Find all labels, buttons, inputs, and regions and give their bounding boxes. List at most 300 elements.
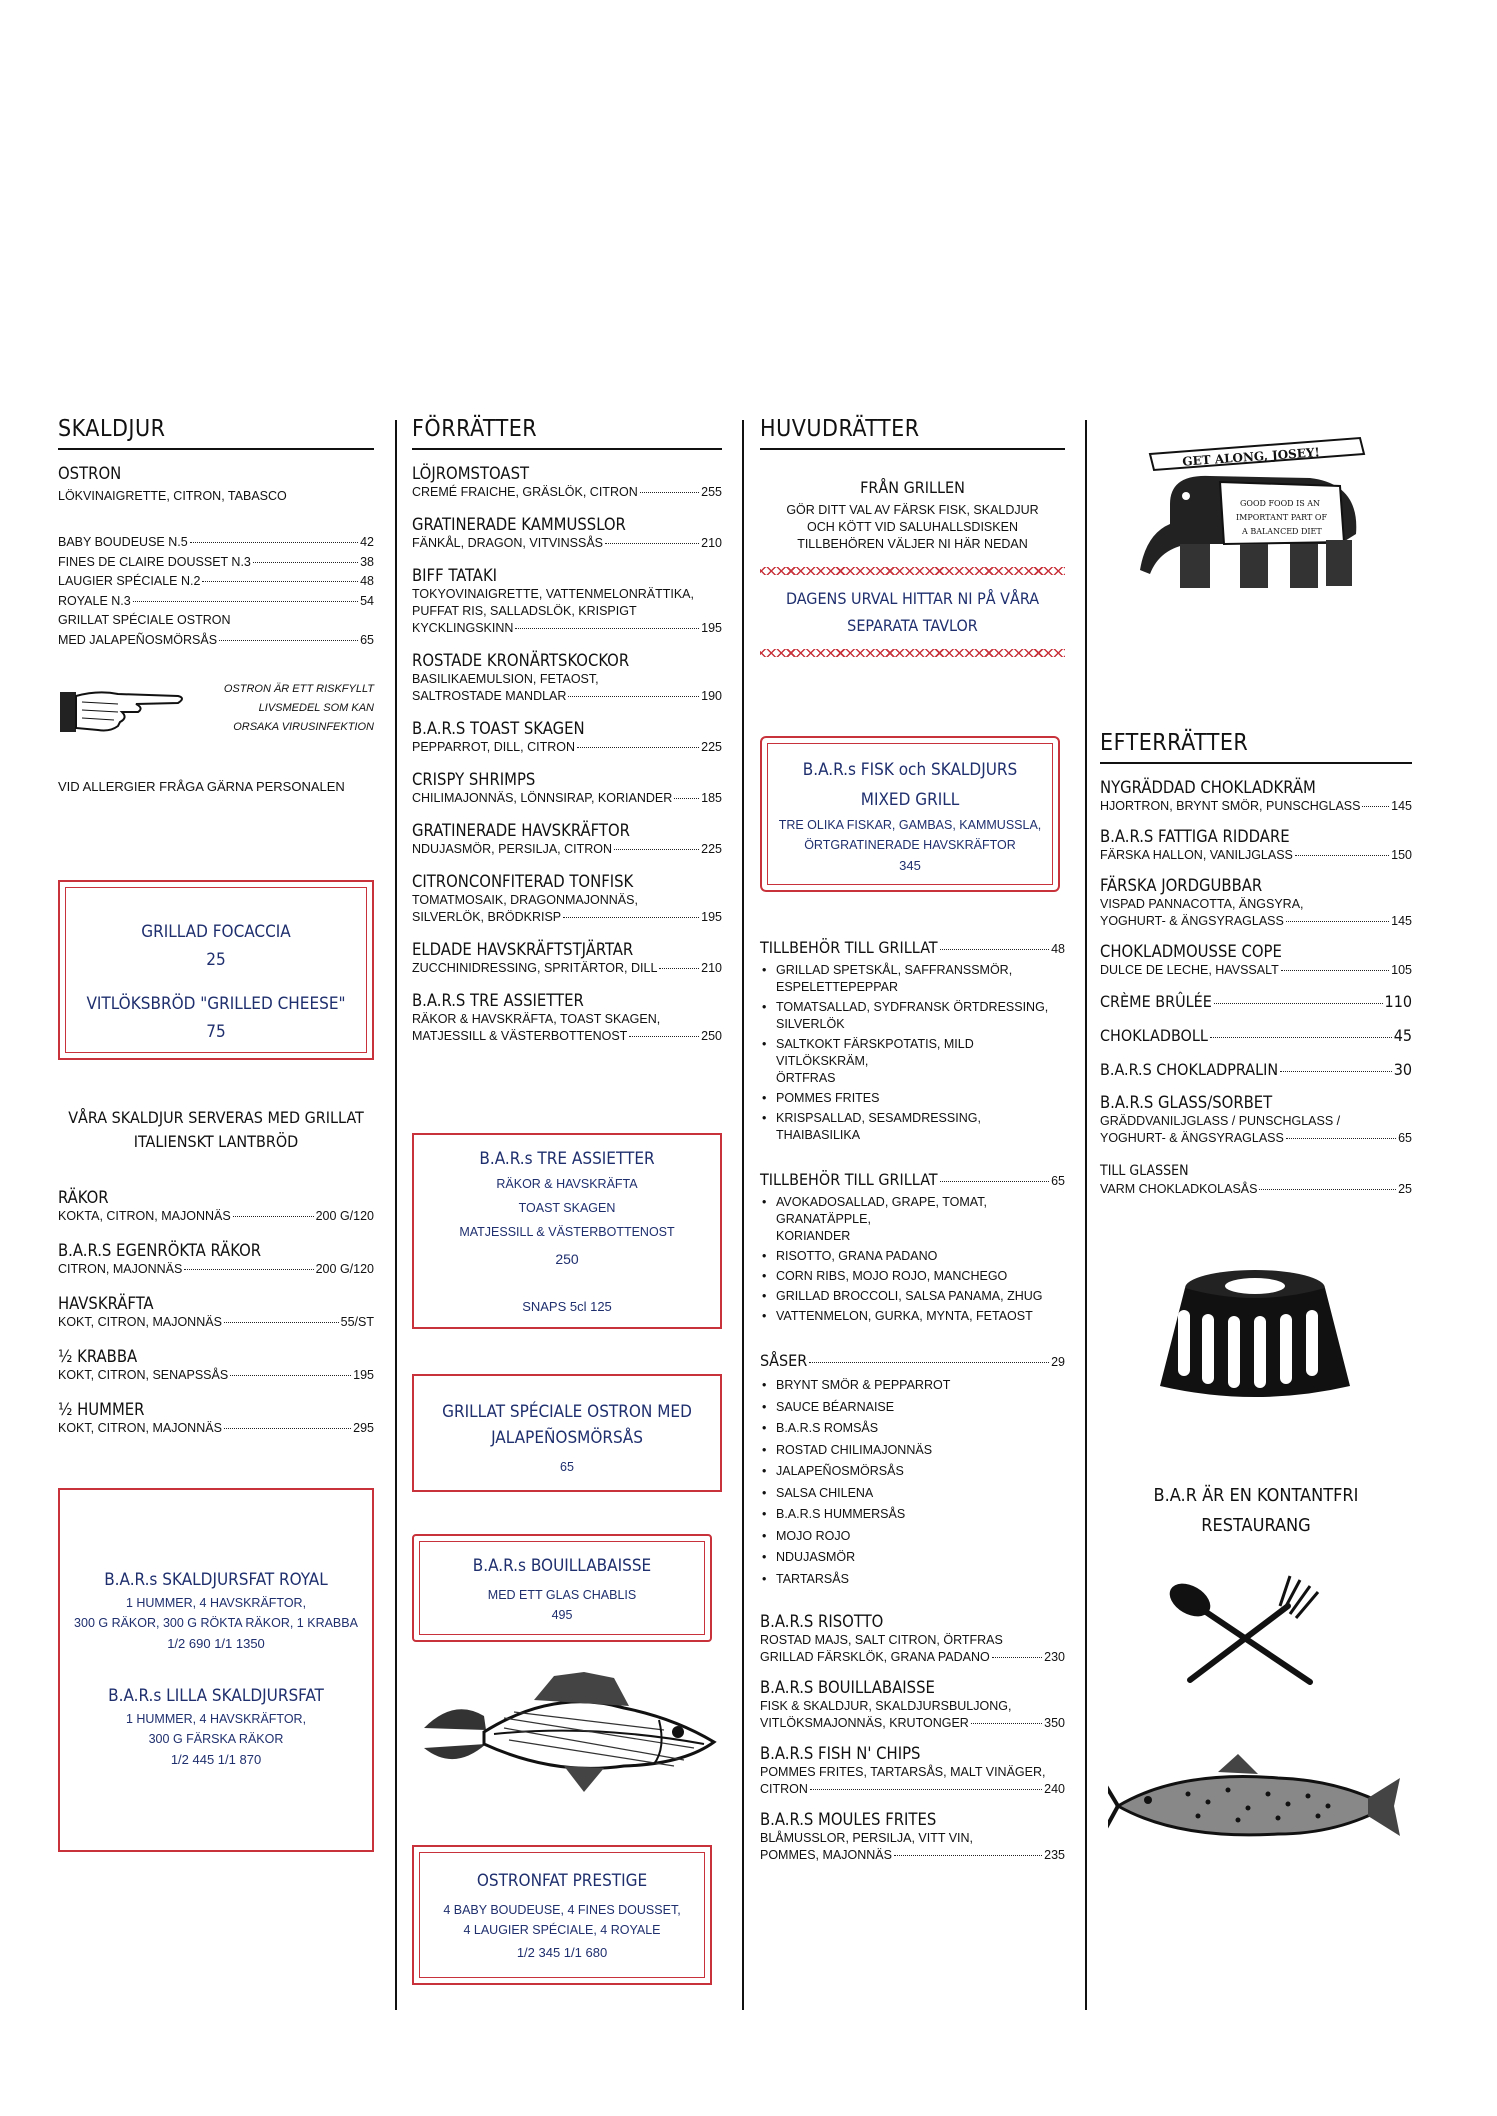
side-item-line: ESPELETTEPEPPAR xyxy=(776,980,899,994)
item-name: CHOKLADMOUSSE COPE xyxy=(1100,942,1282,961)
blanket-text: IMPORTANT PART OF xyxy=(1236,513,1328,522)
side-item xyxy=(760,1110,1065,1144)
price-row xyxy=(58,1314,374,1331)
tre-assietter-box xyxy=(412,1133,722,1329)
wavy-divider xyxy=(760,567,1065,575)
item-desc: CITRON, MAJONNÄS xyxy=(58,1262,183,1276)
cash-line: B.A.R ÄR EN KONTANTFRI xyxy=(1153,1485,1359,1506)
saser-title: SÅSER xyxy=(760,1351,808,1370)
prestige-line: 4 LAUGIER SPÉCIALE, 4 ROYALE xyxy=(463,1923,661,1937)
price-row xyxy=(1100,1025,1412,1047)
lilla-desc: 300 G FÄRSKA RÄKOR xyxy=(148,1732,284,1746)
item-desc: KOKT, CITRON, MAJONNÄS xyxy=(58,1315,222,1329)
price-row xyxy=(760,1715,1065,1732)
menu-item xyxy=(412,566,722,637)
item-price: 240 xyxy=(1044,1782,1065,1796)
jelly-mold-illustration xyxy=(1140,1258,1370,1408)
item-desc: KOKTA, CITRON, MAJONNÄS xyxy=(58,1209,231,1223)
focaccia-price: 25 xyxy=(206,950,226,970)
item-desc: LÖKVINAIGRETTE, CITRON, TABASCO xyxy=(58,489,287,503)
menu-item xyxy=(760,1678,1065,1732)
menu-item xyxy=(58,1400,374,1437)
spoon-fork-illustration xyxy=(1160,1570,1340,1690)
side-item xyxy=(760,999,1065,1033)
item-desc: MATJESSILL & VÄSTERBOTTENOST xyxy=(412,1029,628,1043)
side-item-line: KORIANDER xyxy=(776,1229,851,1243)
item-price: 230 xyxy=(1044,1650,1065,1664)
item-name: LÖJROMSTOAST xyxy=(412,464,530,483)
item-name: CITRONCONFITERAD TONFISK xyxy=(412,872,634,891)
side-item xyxy=(760,1036,1065,1087)
item-desc: HJORTRON, BRYNT SMÖR, PUNSCHGLASS xyxy=(1100,799,1361,813)
menu-item xyxy=(412,770,722,807)
item-desc: TOKYOVINAIGRETTE, VATTENMELONRÄTTIKA, xyxy=(412,587,694,601)
section-title: FÖRRÄTTER xyxy=(412,416,722,450)
price-row xyxy=(412,688,722,705)
price-row xyxy=(58,592,374,612)
skaldjur-column xyxy=(58,416,374,795)
item-price: 225 xyxy=(701,740,722,754)
item-desc: B.A.R.S CHOKLADPRALIN xyxy=(1100,1060,1279,1079)
item-desc: SALTROSTADE MANDLAR xyxy=(412,689,567,703)
item-desc: MED JALAPEÑOSMÖRSÅS xyxy=(58,632,218,647)
ostronfat-prestige-box xyxy=(412,1845,712,1985)
item-price: 195 xyxy=(353,1368,374,1382)
vitloksbrod-label: VITLÖKSBRÖD "GRILLED CHEESE" xyxy=(86,994,346,1014)
item-price: 350 xyxy=(1044,1716,1065,1730)
item-price: 65 xyxy=(360,632,374,647)
item-name: B.A.R.S EGENRÖKTA RÄKOR xyxy=(58,1241,262,1260)
sauce-item: • SALSA CHILENA xyxy=(760,1483,1065,1505)
price-row xyxy=(1100,1059,1412,1081)
menu-item xyxy=(1100,942,1412,979)
menu-item xyxy=(412,719,722,756)
item-price: 54 xyxy=(360,593,374,608)
menu-item xyxy=(412,651,722,705)
price-row xyxy=(1100,1130,1412,1147)
sauce-item: • BRYNT SMÖR & PEPPARROT xyxy=(760,1375,1065,1397)
item-name: NYGRÄDDAD CHOKLADKRÄM xyxy=(1100,778,1316,797)
column-divider xyxy=(395,420,397,2010)
grill-desc: TILLBEHÖREN VÄLJER NI HÄR NEDAN xyxy=(797,537,1028,551)
item-desc: TOMATMOSAIK, DRAGONMAJONNÄS, xyxy=(412,893,638,907)
price-row xyxy=(1100,962,1412,979)
item-desc: BABY BOUDEUSE N.5 xyxy=(58,535,188,549)
sauce-item: • B.A.R.S ROMSÅS xyxy=(760,1418,1065,1440)
menu-item xyxy=(1100,991,1412,1013)
item-price: 200 G/120 xyxy=(315,1209,374,1223)
tillbehor-section xyxy=(760,938,1065,1864)
fran-grillen xyxy=(760,478,1065,553)
column-divider xyxy=(742,420,744,2010)
item-desc: PUFFAT RIS, SALLADSLÖK, KRISPIGT xyxy=(412,604,637,618)
mixed-title xyxy=(762,760,1058,780)
item-desc: CHOKLADBOLL xyxy=(1100,1026,1208,1045)
item-price: 48 xyxy=(360,574,374,588)
sauce-item: • TARTARSÅS xyxy=(760,1569,1065,1591)
bread-note-line: ITALIENSKT LANTBRÖD xyxy=(133,1132,299,1151)
risk-note xyxy=(58,676,374,740)
item-price: 295 xyxy=(353,1421,374,1435)
price-row xyxy=(412,960,722,977)
bread-note xyxy=(58,1100,374,1152)
item-desc: ROYALE N.3 xyxy=(58,593,131,608)
sauce-item: • MOJO ROJO xyxy=(760,1526,1065,1548)
bouill-title: B.A.R.s BOUILLABAISSE xyxy=(472,1556,652,1576)
lilla-price: 1/2 445 1/1 870 xyxy=(170,1752,262,1767)
price-row xyxy=(1100,1181,1412,1198)
price-row xyxy=(58,1420,374,1437)
mixed-title-line: B.A.R.s FISK och SKALDJURS xyxy=(802,760,1018,780)
price-row xyxy=(1100,913,1412,930)
item-price: 42 xyxy=(360,535,374,549)
skaldjursfat-box xyxy=(58,1488,374,1852)
blanket-text: A BALANCED DIET xyxy=(1242,527,1322,536)
grillat-price: 65 xyxy=(560,1460,574,1474)
item-desc: VITLÖKSMAJONNÄS, KRUTONGER xyxy=(760,1716,969,1730)
focaccia-label: GRILLAD FOCACCIA xyxy=(141,922,291,942)
item-name: CRISPY SHRIMPS xyxy=(412,770,536,789)
forratter-column xyxy=(412,416,722,1045)
item-price: 255 xyxy=(701,485,722,499)
side-item xyxy=(760,962,1065,996)
item-name: B.A.R.S GLASS/SORBET xyxy=(1100,1093,1273,1112)
bouill-desc: MED ETT GLAS CHABLIS xyxy=(487,1588,637,1602)
snaps: SNAPS 5cl 125 xyxy=(522,1299,612,1314)
side-item-line: • KRISPSALLAD, SESAMDRESSING, THAIBASILIKA xyxy=(776,1111,981,1142)
huvudratter-column xyxy=(760,416,1065,657)
tre-line: RÄKOR & HAVSKRÄFTA xyxy=(496,1177,638,1191)
item-desc: YOGHURT- & ÄNGSYRAGLASS xyxy=(1100,914,1284,928)
item-name: FÄRSKA JORDGUBBAR xyxy=(1100,876,1263,895)
mixed-desc: TRE OLIKA FISKAR, GAMBAS, KAMMUSSLA, xyxy=(778,818,1042,832)
item-desc: RÄKOR & HAVSKRÄFTA, TOAST SKAGEN, xyxy=(412,1012,661,1026)
item-name: GRATINERADE KAMMUSSLOR xyxy=(412,515,626,534)
price-row xyxy=(58,1367,374,1384)
mixed-desc: ÖRTGRATINERADE HAVSKRÄFTOR xyxy=(804,838,1016,852)
menu-item xyxy=(760,1744,1065,1798)
risk-line: OSTRON ÄR ETT RISKFYLLT xyxy=(223,682,374,695)
menu-item xyxy=(760,1612,1065,1666)
blanket-text: GOOD FOOD IS AN xyxy=(1240,499,1321,508)
menu-item xyxy=(412,991,722,1045)
mixed-grill-box xyxy=(760,736,1060,892)
side-item-line: ÖRTFRAS xyxy=(776,1071,836,1085)
item-price: 225 xyxy=(701,842,722,856)
item-name: B.A.R.S TRE ASSIETTER xyxy=(412,991,584,1010)
side-item-line: • GRILLAD SPETSKÅL, SAFFRANSSMÖR, xyxy=(776,963,1013,977)
side-item xyxy=(760,1248,1065,1265)
sauce-item: • JALAPEÑOSMÖRSÅS xyxy=(760,1461,1065,1483)
menu-item xyxy=(1100,778,1412,815)
price-row xyxy=(58,572,374,592)
price-row xyxy=(58,1208,374,1225)
lilla-title: B.A.R.s LILLA SKALDJURSFAT xyxy=(108,1686,324,1706)
prestige-title: OSTRONFAT PRESTIGE xyxy=(476,1871,648,1891)
grill-desc: OCH KÖTT VID SALUHALLSDISKEN xyxy=(807,520,1018,534)
side-item-line: • SALTKOKT FÄRSKPOTATIS, MILD VITLÖKSKRÄM, xyxy=(776,1037,974,1068)
tillbehor-header xyxy=(760,1170,1065,1190)
item-name: RÄKOR xyxy=(58,1188,109,1207)
item-desc: ZUCCHINIDRESSING, SPRITÄRTOR, DILL xyxy=(412,961,658,975)
menu-item xyxy=(1100,1093,1412,1147)
item-price: 235 xyxy=(1044,1848,1065,1862)
item-desc: CRÈME BRÛLÉE xyxy=(1100,992,1212,1011)
item-price: 250 xyxy=(701,1029,722,1043)
column-divider xyxy=(1085,420,1087,2010)
price-row xyxy=(1100,847,1412,864)
fish-illustration xyxy=(414,1668,724,1798)
section-title: EFTERRÄTTER xyxy=(1100,730,1412,764)
price-row xyxy=(412,620,722,637)
side-item xyxy=(760,1288,1065,1305)
menu-item xyxy=(1100,1025,1412,1047)
vitloksbrod-price: 75 xyxy=(206,1022,226,1042)
item-price: 210 xyxy=(701,536,722,550)
menu-item xyxy=(58,1347,374,1384)
kontantfri-note xyxy=(1100,1478,1412,1536)
royal-title: B.A.R.s SKALDJURSFAT ROYAL xyxy=(104,1570,328,1590)
item-desc: BLÅMUSSLOR, PERSILJA, VITT VIN, xyxy=(760,1831,974,1845)
side-item-line: • GRILLAD BROCCOLI, SALSA PANAMA, ZHUG xyxy=(776,1289,1043,1303)
royal-desc: 1 HUMMER, 4 HAVSKRÄFTOR, xyxy=(125,1596,307,1610)
tre-title: B.A.R.s TRE ASSIETTER xyxy=(479,1149,655,1169)
section-title: SKALDJUR xyxy=(58,416,374,450)
tre-line: TOAST SKAGEN xyxy=(518,1201,616,1215)
mixed-price: 345 xyxy=(899,858,921,873)
pointing-hand-icon xyxy=(58,676,188,740)
item-price: 25 xyxy=(1398,1182,1412,1196)
side-item-line: • CORN RIBS, MOJO ROJO, MANCHEGO xyxy=(776,1269,1008,1283)
item-desc: FISK & SKALDJUR, SKALDJURSBULJONG, xyxy=(760,1699,1012,1713)
side-item xyxy=(760,1308,1065,1325)
royal-desc: 300 G RÄKOR, 300 G RÖKTA RÄKOR, 1 KRABBA xyxy=(74,1616,358,1630)
item-price: 145 xyxy=(1391,914,1412,928)
item-price: 150 xyxy=(1391,848,1412,862)
item-name: B.A.R.S MOULES FRITES xyxy=(760,1810,937,1829)
dagens-line: SEPARATA TAVLOR xyxy=(847,616,978,635)
price-row xyxy=(412,790,722,807)
bread-note-line: VÅRA SKALDJUR SERVERAS MED GRILLAT xyxy=(68,1108,364,1127)
item-name: B.A.R.S FATTIGA RIDDARE xyxy=(1100,827,1290,846)
menu-item xyxy=(412,940,722,977)
item-name: ROSTADE KRONÄRTSKOCKOR xyxy=(412,651,630,670)
price-row xyxy=(58,553,374,573)
item-name: GRATINERADE HAVSKRÄFTOR xyxy=(412,821,630,840)
tre-price: 250 xyxy=(555,1251,579,1267)
tillbehor-list xyxy=(760,962,1065,1144)
price-row xyxy=(58,631,374,651)
item-desc: KOKT, CITRON, MAJONNÄS xyxy=(58,1421,222,1435)
item-name: BIFF TATAKI xyxy=(412,566,498,585)
grill-title: FRÅN GRILLEN xyxy=(860,478,965,497)
sauce-item: • NDUJASMÖR xyxy=(760,1547,1065,1569)
price-row xyxy=(412,1028,722,1045)
item-desc: DULCE DE LECHE, HAVSSALT xyxy=(1100,963,1279,977)
grillat-ostron-box xyxy=(412,1374,722,1492)
item-desc: SILVERLÖK, BRÖDKRISP xyxy=(412,910,562,924)
item-desc: YOGHURT- & ÄNGSYRAGLASS xyxy=(1100,1131,1284,1145)
royal-price: 1/2 690 1/1 1350 xyxy=(167,1636,265,1651)
tre-line: MATJESSILL & VÄSTERBOTTENOST xyxy=(459,1225,675,1239)
efterratter-column xyxy=(1100,730,1412,1198)
side-item-line: • POMMES FRITES xyxy=(776,1091,880,1105)
shellfish-list xyxy=(58,1188,374,1437)
item-price: 110 xyxy=(1384,992,1412,1011)
section-title: HUVUDRÄTTER xyxy=(760,416,1065,450)
side-item-line: • AVOKADOSALLAD, GRAPE, TOMAT, GRANATÄPPLE, xyxy=(776,1195,987,1226)
menu-item xyxy=(58,1188,374,1225)
item-desc: FÄNKÅL, DRAGON, VITVINSSÅS xyxy=(412,536,604,550)
item-name: ½ HUMMER xyxy=(58,1400,145,1419)
lilla-desc: 1 HUMMER, 4 HAVSKRÄFTOR, xyxy=(125,1712,307,1726)
item-price: 65 xyxy=(1398,1131,1412,1145)
main-dishes xyxy=(760,1612,1065,1864)
price-row xyxy=(412,739,722,756)
dessert-list xyxy=(1100,778,1412,1147)
menu-item xyxy=(412,872,722,926)
side-item-line: SILVERLÖK xyxy=(776,1017,845,1031)
item-price: 105 xyxy=(1391,963,1412,977)
grillat-line: GRILLAT SPÉCIALE OSTRON MED xyxy=(442,1402,692,1422)
menu-item xyxy=(412,821,722,858)
item-desc: VARM CHOKLADKOLASÅS xyxy=(1100,1182,1258,1196)
price-row xyxy=(1100,798,1412,815)
tillbehor-header xyxy=(760,938,1065,958)
banner-text: GET ALONG, JOSEY! xyxy=(1181,445,1321,469)
side-item xyxy=(760,1268,1065,1285)
item-desc: POMMES FRITES, TARTARSÅS, MALT VINÄGER, xyxy=(760,1765,1046,1779)
price-row xyxy=(760,1649,1065,1666)
item-desc: GRÄDDVANILJGLASS / PUNSCHGLASS / xyxy=(1100,1114,1341,1128)
item-price: 30 xyxy=(1393,1060,1412,1079)
risk-line: LIVSMEDEL SOM KAN xyxy=(258,701,374,714)
item-desc: FINES DE CLAIRE DOUSSET N.3 xyxy=(58,554,251,569)
tillbehor-title: TILLBEHÖR TILL GRILLAT xyxy=(760,1170,938,1189)
trout-illustration xyxy=(1108,1750,1408,1860)
menu-item xyxy=(760,1810,1065,1864)
item-price: 195 xyxy=(701,621,722,635)
price-row xyxy=(412,841,722,858)
price-row xyxy=(412,535,722,552)
item-price: 185 xyxy=(701,791,722,805)
price-row xyxy=(760,1781,1065,1798)
item-desc: CHILIMAJONNÄS, LÖNNSIRAP, KORIANDER xyxy=(412,791,673,805)
item-desc: KYCKLINGSKINN xyxy=(412,621,514,635)
item-name: ½ KRABBA xyxy=(58,1347,138,1366)
starters-list xyxy=(412,464,722,1045)
item-desc: POMMES, MAJONNÄS xyxy=(760,1848,892,1862)
sauce-item: • B.A.R.S HUMMERSÅS xyxy=(760,1504,1065,1526)
item-name: B.A.R.S TOAST SKAGEN xyxy=(412,719,585,738)
item-name: B.A.R.S BOUILLABAISSE xyxy=(760,1678,935,1697)
item-desc: LAUGIER SPÉCIALE N.2 xyxy=(58,574,201,588)
item-name: B.A.R.S RISOTTO xyxy=(760,1612,884,1631)
side-item-line: • TOMATSALLAD, SYDFRANSK ÖRTDRESSING, xyxy=(776,1000,1049,1014)
item-desc: GRILLAT SPÉCIALE OSTRON xyxy=(58,613,231,627)
menu-item xyxy=(412,464,722,501)
item-name: TILL GLASSEN xyxy=(1100,1163,1189,1179)
price-row xyxy=(1100,991,1412,1013)
tillbehor-title: TILLBEHÖR TILL GRILLAT xyxy=(760,938,938,957)
price-row xyxy=(412,909,722,926)
item-desc: CITRON xyxy=(760,1782,808,1796)
item-desc: ROSTAD MAJS, SALT CITRON, ÖRTFRAS xyxy=(760,1633,1003,1647)
side-item xyxy=(760,1194,1065,1245)
item-price: 195 xyxy=(701,910,722,924)
item-price: 210 xyxy=(701,961,722,975)
saser-price: 29 xyxy=(1051,1355,1065,1369)
tillbehor-price: 65 xyxy=(1051,1174,1065,1188)
prestige-price: 1/2 345 1/1 680 xyxy=(516,1945,608,1960)
cash-line: RESTAURANG xyxy=(1201,1515,1311,1536)
item-price: 190 xyxy=(701,689,722,703)
item-price: 45 xyxy=(1393,1026,1412,1045)
prestige-line: 4 BABY BOUDEUSE, 4 FINES DOUSSET, xyxy=(443,1903,681,1917)
price-row xyxy=(412,484,722,501)
tillbehor-price: 48 xyxy=(1051,942,1065,956)
wavy-divider xyxy=(760,649,1065,657)
item-price: 145 xyxy=(1391,799,1412,813)
saser-list xyxy=(760,1375,1065,1590)
bouillabaisse-box xyxy=(412,1534,712,1642)
item-desc: NDUJASMÖR, PERSILJA, CITRON xyxy=(412,842,613,856)
item-name: B.A.R.S FISH N' CHIPS xyxy=(760,1744,921,1763)
menu-item xyxy=(58,1241,374,1278)
item-price: 200 G/120 xyxy=(315,1262,374,1276)
grillat-line: JALAPEÑOSMÖRSÅS xyxy=(491,1428,643,1448)
bouill-price: 495 xyxy=(551,1608,573,1622)
risk-line: ORSAKA VIRUSINFEKTION xyxy=(233,720,374,733)
item-price: 55/ST xyxy=(340,1315,374,1329)
side-item-line: • RISOTTO, GRANA PADANO xyxy=(776,1249,938,1263)
allergy-note: VID ALLERGIER FRÅGA GÄRNA PERSONALEN xyxy=(58,779,345,794)
sauce-item: • ROSTAD CHILIMAJONNÄS xyxy=(760,1440,1065,1462)
oyster-list xyxy=(58,533,374,650)
item-name: OSTRON xyxy=(58,464,122,483)
focaccia-box xyxy=(58,880,374,1060)
item-desc: VISPAD PANNACOTTA, ÄNGSYRA, xyxy=(1100,897,1304,911)
menu-item xyxy=(1100,827,1412,864)
side-item xyxy=(760,1090,1065,1107)
item-name: ELDADE HAVSKRÄFTSTJÄRTAR xyxy=(412,940,634,959)
item-desc: PEPPARROT, DILL, CITRON xyxy=(412,740,575,754)
price-row xyxy=(58,1261,374,1278)
menu-item xyxy=(1100,876,1412,930)
menu-item xyxy=(58,1294,374,1331)
menu-item xyxy=(1100,1059,1412,1081)
menu-item xyxy=(412,515,722,552)
dagens-line: DAGENS URVAL HITTAR NI PÅ VÅRA xyxy=(785,589,1040,608)
saser-header xyxy=(760,1351,1065,1371)
item-price: 38 xyxy=(360,554,374,569)
dagens-urval xyxy=(760,589,1065,635)
sauce-item: • SAUCE BÉARNAISE xyxy=(760,1397,1065,1419)
price-row xyxy=(58,533,374,553)
grill-desc: GÖR DITT VAL AV FÄRSK FISK, SKALDJUR xyxy=(786,503,1039,517)
side-item-line: • VATTENMELON, GURKA, MYNTA, FETAOST xyxy=(776,1309,1033,1323)
item-desc: FÄRSKA HALLON, VANILJGLASS xyxy=(1100,848,1293,862)
mixed-subtitle: MIXED GRILL xyxy=(860,790,960,810)
item-desc: KOKT, CITRON, SENAPSSÅS xyxy=(58,1368,229,1382)
tillbehor-list xyxy=(760,1194,1065,1325)
item-desc: GRILLAD FÄRSKLÖK, GRANA PADANO xyxy=(760,1650,990,1664)
item-desc: BASILIKAEMULSION, FETAOST, xyxy=(412,672,599,686)
item-name: HAVSKRÄFTA xyxy=(58,1294,154,1313)
elephant-illustration xyxy=(1130,424,1380,600)
item-desc: CREMÉ FRAICHE, GRÄSLÖK, CITRON xyxy=(412,485,638,499)
price-row xyxy=(760,1847,1065,1864)
